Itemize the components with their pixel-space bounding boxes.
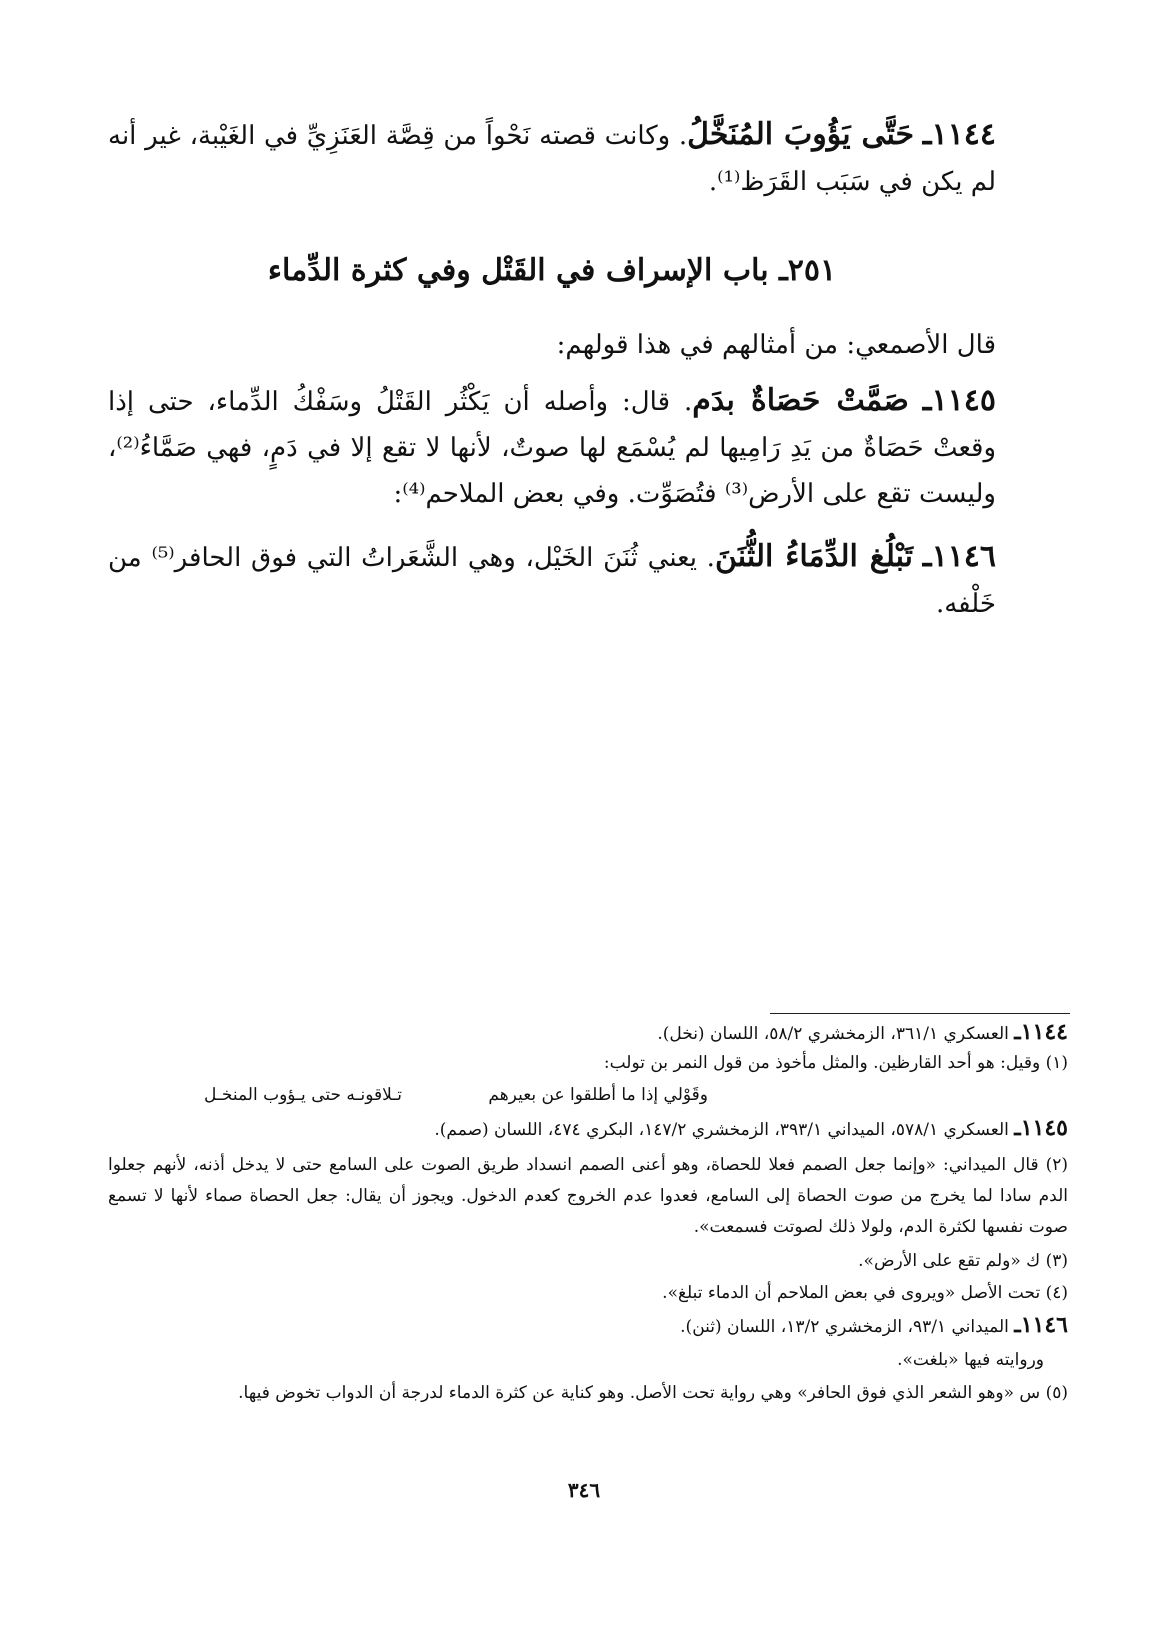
entry-1146 bbox=[108, 534, 996, 627]
entry-text: . يعني ثُنَنَ الخَيْل، وهي الشَّعَراتُ التي فوق الحافر⁽⁵⁾ من خَلْفه. bbox=[108, 543, 996, 619]
entry-text: . قال: وأصله أن يَكْثُر القَتْلُ وسَفْكُ الدِّماء، حتى إذا وقعتْ حَصَاةٌ من يَدِ رَامِيها لم يُسْمَع لها صوتٌ، لأنها لا تقع إلا في دَمٍ، فهي صَمَّاءُ⁽²⁾، وليست تقع على الأرض⁽³⁾ فتُصَوِّت. وفي بعض الملاحم⁽⁴⁾: bbox=[108, 387, 996, 509]
entry-number: ١١٤٥ـ bbox=[922, 383, 996, 418]
footnote-text: العسكري ٣٦١/١، الزمخشري ٥٨/٢، اللسان (نخل). bbox=[657, 1024, 1009, 1044]
proverb-title: تَبْلُغ الدِّمَاءُ الثُّنَنَ bbox=[714, 539, 914, 574]
intro-line: قال الأصمعي: من أمثالهم في هذا قولهم: bbox=[556, 330, 996, 360]
proverb-title: حَتَّى يَؤُوبَ المُنَخَّلُ bbox=[687, 117, 915, 152]
entry-number: ١١٤٤ـ bbox=[922, 117, 996, 152]
footnote-source-1144 bbox=[108, 1017, 1068, 1050]
footnote-3: (٣) ك «ولم تقع على الأرض». bbox=[858, 1251, 1068, 1271]
verse-second-hemistich: تـلاقونـه حتى يـؤوب المنخـل bbox=[203, 1085, 402, 1105]
footnote-text: الميداني ٩٣/١، الزمخشري ١٣/٢، اللسان (ثنن). bbox=[680, 1317, 1009, 1337]
footnote-entry-number: ١١٤٦ـ bbox=[1014, 1312, 1068, 1338]
footnote-entry-number: ١١٤٤ـ bbox=[1014, 1019, 1068, 1045]
entry-1145 bbox=[108, 378, 996, 517]
entry-1144 bbox=[108, 112, 996, 205]
footnote-source-1146 bbox=[108, 1310, 1068, 1343]
footnote-2: (٢) قال الميداني: «وإنما جعل الصمم فعلا للحصاة، وهو أعنى الصمم انسداد طريق الصوت على السامع حتى لا يدخل أذنه، لأنهم جعلوا الدم سادا لما يخرج من صوت الحصاة إلى السامع، فعدوا عدم الخروج كعدم الدخول. ويجوز أن يقال: جعل الحصاة صماء لأنها لا تسمع صوت نفسها لكثرة الدم، ولولا ذلك لصوتت فسمعت». bbox=[108, 1155, 1068, 1237]
footnote-1: (١) وقيل: هو أحد القارظين. والمثل مأخوذ من قول النمر بن تولب: bbox=[603, 1053, 1068, 1073]
footnote-5: (٥) س «وهو الشعر الذي فوق الحافر» وهي رواية تحت الأصل. وهو كناية عن كثرة الدماء لدرجة أن الدواب تخوض فيها. bbox=[238, 1383, 1068, 1403]
footnote-text: العسكري ٥٧٨/١، الميداني ٣٩٣/١، الزمخشري ١٤٧/٢، البكري ٤٧٤، اللسان (صمم). bbox=[434, 1120, 1009, 1140]
footnote-entry-number: ١١٤٥ـ bbox=[1014, 1115, 1068, 1141]
footnote-source-1146-note: وروايته فيها «بلغت». bbox=[897, 1350, 1044, 1370]
footnote-4: (٤) تحت الأصل «ويروى في بعض الملاحم أن الدماء تبلغ». bbox=[662, 1283, 1068, 1303]
proverb-title: صَمَّتْ حَصَاةٌ بدَم bbox=[692, 383, 909, 418]
entry-number: ١١٤٦ـ bbox=[922, 539, 997, 574]
chapter-heading: ٢٥١ـ باب الإسراف في القَتْل وفي كثرة الدِّماء bbox=[267, 253, 837, 288]
footnote-separator bbox=[770, 1013, 1070, 1014]
footnote-source-1145 bbox=[108, 1113, 1068, 1146]
page-number: ٣٤٦ bbox=[567, 1478, 601, 1502]
verse-first-hemistich: وقَوْلي إذا ما أطلقوا عن بعيرهم bbox=[488, 1085, 708, 1105]
entry-text: . وكانت قصته نَحْواً من قِصَّة العَنَزِيِّ في الغَيْبة، غير أنه لم يكن في سَبَب القَرَظ⁽¹⁾. bbox=[108, 121, 996, 197]
